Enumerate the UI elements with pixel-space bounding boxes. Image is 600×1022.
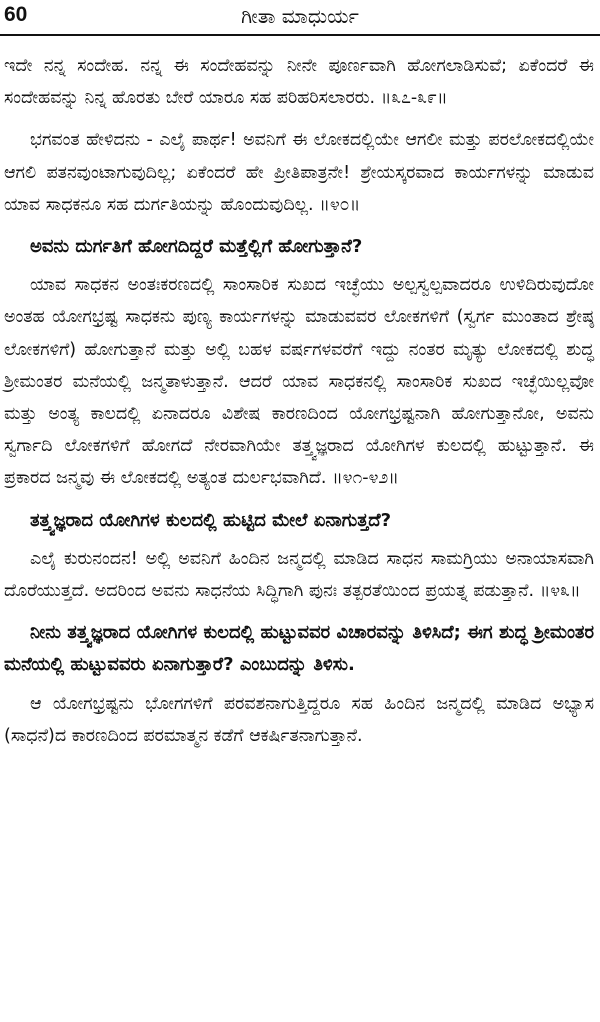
paragraph-lord-reply: ಭಗವಂತ ಹೇಳಿದನು - ಎಲೈ ಪಾರ್ಥ! ಅವನಿಗೆ ಈ ಲೋಕದಲ್ಲಿಯೇ ಆಗಲೀ ಮತ್ತು ಪರಲೋಕದಲ್ಲಿಯೇ ಆಗಲಿ ಪತನವುಂಟಾಗುವುದಿಲ್ಲ; ಏಕೆಂದರೆ ಹೇ ಪ್ರೀತಿಪಾತ್ರನೇ! ಶ್ರೇಯಸ್ಕರವಾದ ಕಾರ್ಯಗಳನ್ನು ಮಾಡುವ ಯಾವ ಸಾಧಕನೂ ಸಹ ದುರ್ಗತಿಯನ್ನು ಹೊಂದುವುದಿಲ್ಲ. ॥೪೦॥ bbox=[4, 130, 594, 215]
question-heading: ಅವನು ದುರ್ಗತಿಗೆ ಹೋಗದಿದ್ದರೆ ಮತ್ತೆಲ್ಲಿಗೆ ಹೋಗುತ್ತಾನೆ? bbox=[30, 236, 363, 258]
page-body bbox=[4, 50, 594, 762]
paragraph-attraction: ಆ ಯೋಗಭ್ರಷ್ಟನು ಭೋಗಗಳಿಗೆ ಪರವಶನಾಗುತ್ತಿದ್ದರೂ ಸಹ ಹಿಂದಿನ ಜನ್ಮದಲ್ಲಿ ಮಾಡಿದ ಅಭ್ಯಾಸ (ಸಾಧನೆ)ದ ಕಾರಣದಿಂದ ಪರಮಾತ್ಮನ ಕಡೆಗೆ ಆಕರ್ಷಿತನಾಗುತ್ತಾನೆ. bbox=[4, 693, 594, 746]
page-number: 60 bbox=[4, 3, 28, 26]
paragraph-doubt-end: ಇದೇ ನನ್ನ ಸಂದೇಹ. ನನ್ನ ಈ ಸಂದೇಹವನ್ನು ನೀನೇ ಪೂರ್ಣವಾಗಿ ಹೋಗಲಾಡಿಸುವೆ; ಏಕೆಂದರೆ ಈ ಸಂದೇಹವನ್ನು ನಿನ್ನ ಹೊರತು ಬೇರೆ ಯಾರೂ ಸಹ ಪರಿಹರಿಸಲಾರರು. ॥೩೭-೩೯॥ bbox=[4, 56, 594, 109]
question-heading: ತತ್ತ್ವಜ್ಞರಾದ ಯೋಗಿಗಳ ಕುಲದಲ್ಲಿ ಹುಟ್ಟಿದ ಮೇಲೆ ಏನಾಗುತ್ತದೆ? bbox=[30, 509, 392, 531]
paragraph-yogabhrashta: ಯಾವ ಸಾಧಕನ ಅಂತಃಕರಣದಲ್ಲಿ ಸಾಂಸಾರಿಕ ಸುಖದ ಇಚ್ಛೆಯು ಅಲ್ಪಸ್ವಲ್ಪವಾದರೂ ಉಳಿದಿರುವುದೋ ಅಂತಹ ಯೋಗಭ್ರಷ್ಟ ಸಾಧಕನು ಪುಣ್ಯ ಕಾರ್ಯಗಳನ್ನು ಮಾಡುವವರ ಲೋಕಗಳಿಗೆ (ಸ್ವರ್ಗ ಮುಂತಾದ ಶ್ರೇಷ್ಠ ಲೋಕಗಳಿಗೆ) ಹೋಗುತ್ತಾನೆ ಮತ್ತು ಅಲ್ಲಿ ಬಹಳ ವರ್ಷಗಳವರೆಗೆ ಇದ್ದು ನಂತರ ಮೃತ್ಯು ಲೋಕದಲ್ಲಿ ಶುದ್ಧ ಶ್ರೀಮಂತರ ಮನೆಯಲ್ಲಿ ಜನ್ಮತಾಳುತ್ತಾನೆ. ಆದರೆ ಯಾವ ಸಾಧಕನಲ್ಲಿ ಸಾಂಸಾರಿಕ ಸುಖದ ಇಚ್ಛೆಯಿಲ್ಲವೋ ಮತ್ತು ಅಂತ್ಯ ಕಾಲದಲ್ಲಿ ಏನಾದರೂ ವಿಶೇಷ ಕಾರಣದಿಂದ ಯೋಗಭ್ರಷ್ಟನಾಗಿ ಹೋಗುತ್ತಾನೋ, ಅವನು ಸ್ವರ್ಗಾದಿ ಲೋಕಗಳಿಗೆ ಹೋಗದೆ ನೇರವಾಗಿಯೇ ತತ್ತ್ವಜ್ಞರಾದ ಯೋಗಿಗಳ ಕುಲದಲ್ಲಿ ಹುಟ್ಟುತ್ತಾನೆ. ಈ ಪ್ರಕಾರದ ಜನ್ಮವು ಈ ಲೋಕದಲ್ಲಿ ಅತ್ಯಂತ ದುರ್ಲಭವಾಗಿದೆ. ॥೪೧-೪೨॥ bbox=[4, 275, 594, 489]
page-header bbox=[0, 0, 600, 36]
paragraph-kurunandana: ಎಲೈ ಕುರುನಂದನ! ಅಲ್ಲಿ ಅವನಿಗೆ ಹಿಂದಿನ ಜನ್ಮದಲ್ಲಿ ಮಾಡಿದ ಸಾಧನ ಸಾಮಗ್ರಿಯು ಅನಾಯಾಸವಾಗಿ ದೊರೆಯುತ್ತದೆ. ಅದರಿಂದ ಅವನು ಸಾಧನೆಯ ಸಿದ್ಧಿಗಾಗಿ ಪುನಃ ತತ್ಪರತೆಯಿಂದ ಪ್ರಯತ್ನ ಪಡುತ್ತಾನೆ. ॥೪೩॥ bbox=[4, 548, 594, 602]
running-title: ಗೀತಾ ಮಾಧುರ್ಯ bbox=[241, 4, 359, 28]
question-heading: ನೀನು ತತ್ತ್ವಜ್ಞರಾದ ಯೋಗಿಗಳ ಕುಲದಲ್ಲಿ ಹುಟ್ಟುವವರ ವಿಚಾರವನ್ನು ತಿಳಿಸಿದೆ; ಈಗ ಶುದ್ಧ ಶ್ರೀಮಂತರ ಮನೆಯಲ್ಲಿ ಹುಟ್ಟುವವರು ಏನಾಗುತ್ತಾರೆ? ಎಂಬುದನ್ನು ತಿಳಿಸು. bbox=[4, 622, 594, 676]
